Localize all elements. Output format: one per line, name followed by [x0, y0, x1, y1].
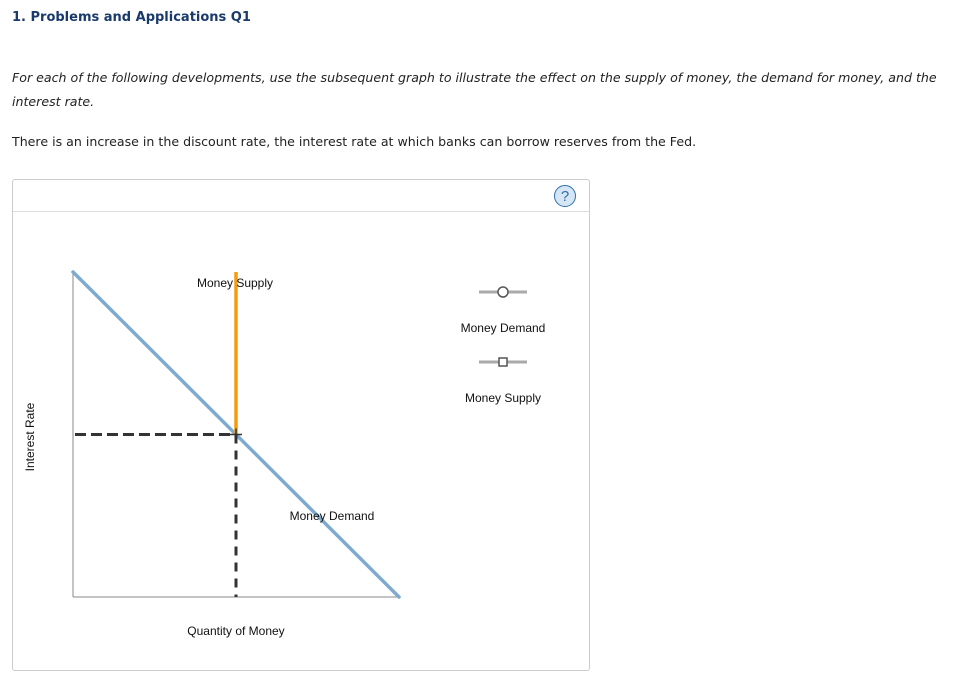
question-instructions: For each of the following developments, use the subsequent graph to illustrate the effect on the supply of money, the demand for money, and the interest rate.	[12, 70, 937, 109]
money-supply-curve-label: Money Supply	[196, 276, 274, 290]
palette-money-demand-tool[interactable]	[461, 287, 546, 335]
palette-money-demand-label: Money Demand	[460, 321, 546, 335]
palette-money-supply-tool[interactable]	[465, 358, 541, 405]
x-axis-label: Quantity of Money	[187, 624, 285, 638]
money-market-graph	[13, 180, 589, 670]
help-button[interactable]: ?	[554, 185, 576, 207]
palette-money-supply-label: Money Supply	[464, 391, 542, 405]
question-title: 1. Problems and Applications Q1	[12, 10, 251, 25]
question-scenario: There is an increase in the discount rate, the interest rate at which banks can borrow reserves from the Fed.	[12, 134, 697, 149]
palette-circle-marker-icon	[498, 287, 508, 297]
y-axis-label: Interest Rate	[23, 402, 37, 472]
money-demand-curve-label: Money Demand	[289, 509, 375, 523]
graph-panel	[12, 179, 590, 671]
palette-square-marker-icon	[499, 358, 507, 366]
